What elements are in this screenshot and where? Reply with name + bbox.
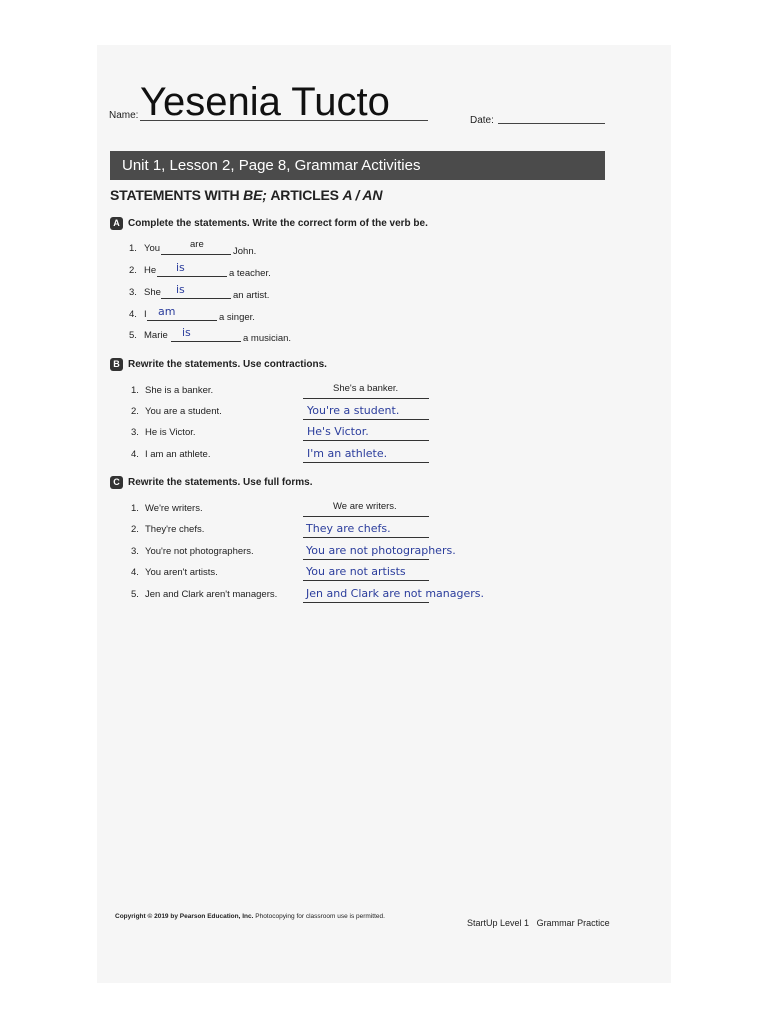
handwritten-answer: am xyxy=(158,305,176,318)
item-subject: I xyxy=(144,309,147,320)
handwritten-answer: He's Victor. xyxy=(307,425,369,438)
answer-blank xyxy=(161,254,231,255)
item-subject: He xyxy=(144,265,157,276)
section-a-instruction: Complete the statements. Write the correct form of the verb be. xyxy=(128,218,428,230)
answer-line xyxy=(303,398,429,399)
section-b-heading xyxy=(110,358,327,371)
handwritten-answer: Jen and Clark are not managers. xyxy=(306,587,485,600)
item-rest: a singer. xyxy=(219,312,255,323)
handwritten-answer: They are chefs. xyxy=(306,522,391,535)
handwritten-answer: You are not photographers. xyxy=(306,544,456,557)
answer-blank xyxy=(157,276,227,277)
handwritten-answer: is xyxy=(182,326,191,339)
item-rest: an artist. xyxy=(233,290,270,301)
item-statement: You are a student. xyxy=(145,406,222,417)
answer-line xyxy=(303,537,429,538)
answer-line xyxy=(303,580,429,581)
handwritten-answer: I'm an athlete. xyxy=(307,447,388,460)
name-value: Yesenia Tucto xyxy=(140,80,390,124)
section-c-instruction: Rewrite the statements. Use full forms. xyxy=(128,477,313,489)
handwritten-answer: You are not artists xyxy=(306,565,406,578)
item-statement: We're writers. xyxy=(145,503,203,514)
answer-blank xyxy=(147,320,217,321)
item-statement: You aren't artists. xyxy=(145,567,218,578)
item-rest: John. xyxy=(233,246,257,257)
item-number: 4. xyxy=(129,309,137,320)
item-number: 1. xyxy=(131,503,139,514)
item-number: 4. xyxy=(131,567,139,578)
answer-blank xyxy=(161,298,231,299)
worksheet-page xyxy=(97,45,671,983)
item-rest: a teacher. xyxy=(229,268,271,279)
item-number: 3. xyxy=(131,546,139,557)
handwritten-answer: You're a student. xyxy=(307,404,400,417)
item-statement: I am an athlete. xyxy=(145,449,211,460)
name-underline xyxy=(140,120,428,121)
item-statement: He is Victor. xyxy=(145,427,196,438)
item-number: 5. xyxy=(129,330,137,341)
handwritten-answer: is xyxy=(176,283,185,296)
handwritten-answer: is xyxy=(176,261,185,274)
answer-line xyxy=(303,516,429,517)
item-subject: You xyxy=(144,243,161,254)
date-label: Date: xyxy=(470,115,494,126)
item-number: 3. xyxy=(131,427,139,438)
section-a-heading xyxy=(110,217,428,230)
item-statement: They're chefs. xyxy=(145,524,205,535)
section-c-badge: C xyxy=(110,476,123,489)
item-number: 2. xyxy=(131,406,139,417)
item-rest: a musician. xyxy=(243,333,292,344)
date-underline xyxy=(498,123,605,124)
handwritten-answer: She's a banker. xyxy=(333,383,399,394)
answer-blank xyxy=(171,341,241,342)
item-statement: Jen and Clark aren't managers. xyxy=(145,589,278,600)
section-b-instruction: Rewrite the statements. Use contractions. xyxy=(128,359,327,371)
handwritten-answer: We are writers. xyxy=(333,501,397,512)
item-number: 3. xyxy=(129,287,137,298)
answer-line xyxy=(303,440,429,441)
item-subject: Marie xyxy=(144,330,168,341)
footer-level: StartUp Level 1 Grammar Practice xyxy=(467,918,610,928)
section-c-heading xyxy=(110,476,313,489)
item-number: 2. xyxy=(129,265,137,276)
answer-line xyxy=(303,419,429,420)
item-statement: You're not photographers. xyxy=(145,546,254,557)
answer-line xyxy=(303,602,429,603)
item-number: 2. xyxy=(131,524,139,535)
item-number: 5. xyxy=(131,589,139,600)
answer-line xyxy=(303,462,429,463)
unit-banner: Unit 1, Lesson 2, Page 8, Grammar Activities xyxy=(110,151,605,180)
section-b-badge: B xyxy=(110,358,123,371)
worksheet-title: STATEMENTS WITH BE; ARTICLES A / AN xyxy=(110,187,383,203)
copyright-notice: Copyright © 2019 by Pearson Education, Inc. Photocopying for classroom use is permitted. xyxy=(115,913,385,920)
item-subject: She xyxy=(144,287,161,298)
section-a-badge: A xyxy=(110,217,123,230)
item-number: 1. xyxy=(129,243,137,254)
answer-line xyxy=(303,559,429,560)
name-label: Name: xyxy=(109,110,139,121)
handwritten-answer: are xyxy=(190,239,204,250)
item-statement: She is a banker. xyxy=(145,385,214,396)
item-number: 1. xyxy=(131,385,139,396)
item-number: 4. xyxy=(131,449,139,460)
